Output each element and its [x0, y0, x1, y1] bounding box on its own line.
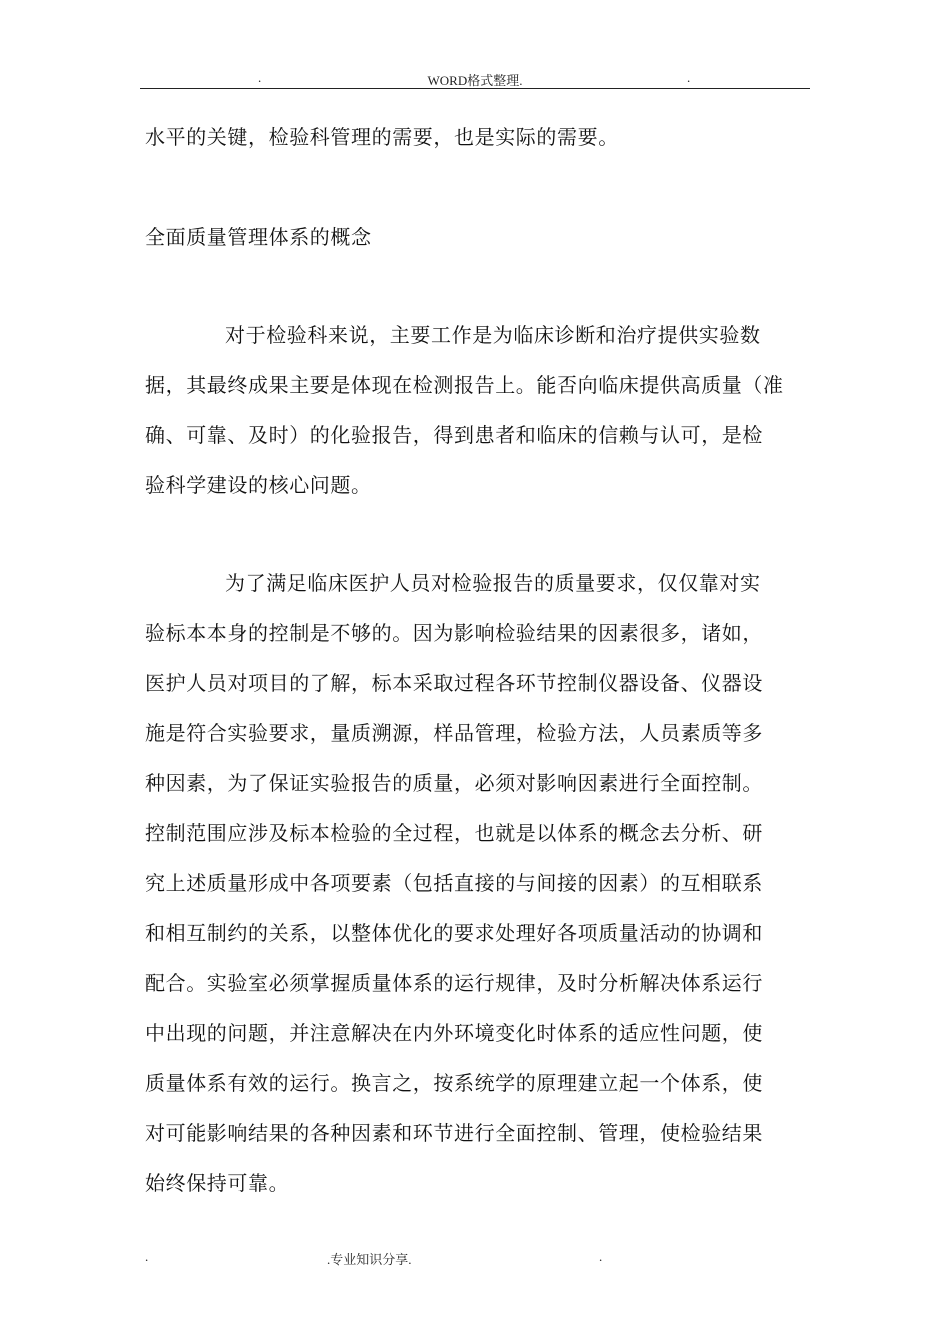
- paragraph-line: 种因素，为了保证实验报告的质量，必须对影响因素进行全面控制。: [145, 771, 763, 795]
- paragraph-line: 水平的关键，检验科管理的需要，也是实际的需要。: [145, 125, 619, 149]
- page-header: [140, 66, 810, 89]
- paragraph-line: 对于检验科来说，主要工作是为临床诊断和治疗提供实验数: [225, 323, 761, 347]
- page-footer: [0, 1249, 950, 1269]
- paragraph-line: 验标本本身的控制是不够的。因为影响检验结果的因素很多，诸如，: [145, 621, 763, 645]
- paragraph-line: 质量体系有效的运行。换言之，按系统学的原理建立起一个体系，使: [145, 1071, 763, 1095]
- footer-left-mark: .: [145, 1249, 149, 1264]
- paragraph-line: 验科学建设的核心问题。: [145, 473, 372, 497]
- paragraph-line: 施是符合实验要求，量质溯源，样品管理，检验方法，人员素质等多: [145, 721, 763, 745]
- header-right-mark: .: [687, 70, 691, 85]
- paragraph-line: 配合。实验室必须掌握质量体系的运行规律，及时分析解决体系运行: [145, 971, 763, 995]
- section-heading: 全面质量管理体系的概念: [145, 225, 372, 249]
- paragraph-line: 中出现的问题，并注意解决在内外环境变化时体系的适应性问题，使: [145, 1021, 763, 1045]
- header-title: WORD格式整理.: [427, 73, 523, 88]
- paragraph-line: 为了满足临床医护人员对检验报告的质量要求，仅仅靠对实: [225, 571, 761, 595]
- paragraph-line: 据，其最终成果主要是体现在检测报告上。能否向临床提供高质量（准: [145, 373, 784, 397]
- paragraph-line: 和相互制约的关系，以整体优化的要求处理好各项质量活动的协调和: [145, 921, 763, 945]
- paragraph-line: 确、可靠、及时）的化验报告，得到患者和临床的信赖与认可，是检: [145, 423, 763, 447]
- paragraph-line: 始终保持可靠。: [145, 1171, 290, 1195]
- paragraph-line: 对可能影响结果的各种因素和环节进行全面控制、管理，使检验结果: [145, 1121, 763, 1145]
- paragraph-line: 医护人员对项目的了解，标本采取过程各环节控制仪器设备、仪器设: [145, 671, 763, 695]
- paragraph-line: 控制范围应涉及标本检验的全过程，也就是以体系的概念去分析、研: [145, 821, 763, 845]
- footer-text: .专业知识分享.: [327, 1252, 412, 1267]
- paragraph-line: 究上述质量形成中各项要素（包括直接的与间接的因素）的互相联系: [145, 871, 763, 895]
- footer-right-mark: .: [599, 1249, 603, 1264]
- header-left-mark: .: [258, 70, 262, 85]
